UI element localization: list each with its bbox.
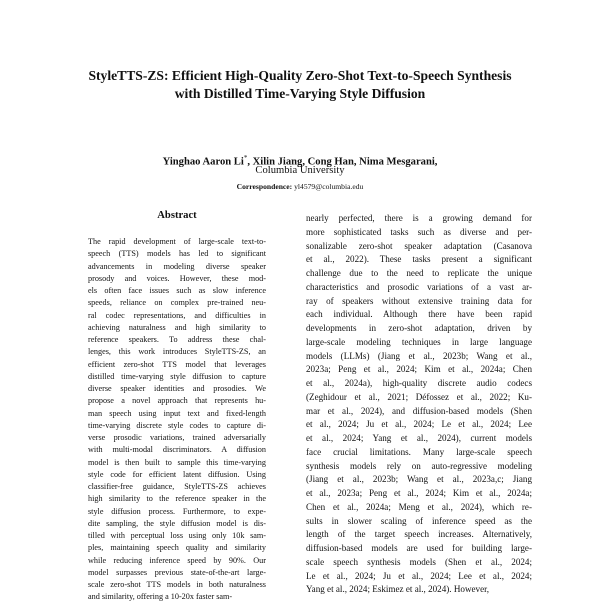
correspondence-email: yl4579@columbia.edu: [294, 182, 364, 191]
abstract-line: els often face issues such as slow inference: [88, 286, 266, 295]
intro-line: scale speech synthesis models (Shen et al., 2024;: [306, 556, 532, 567]
abstract-line: style diffusion process. Furthermore, to expe-: [88, 506, 266, 516]
abstract-line: with multi-modal discriminators. A diffusion: [88, 445, 266, 455]
intro-line: et al., 2023a; Peng et al., 2024; Kim et al., 2024a;: [306, 488, 532, 498]
intro-line: mar et al., 2024), and diffusion-based models (Shen: [306, 405, 532, 416]
first-author: Yinghao Aaron Li: [162, 156, 244, 168]
abstract-line: time-varying discrete style codes to capture di-: [88, 420, 266, 430]
affiliation: Columbia University: [255, 165, 345, 176]
abstract-body: [88, 236, 266, 604]
abstract-line: verse prosodic variations, trained adversarially: [88, 433, 266, 442]
intro-line: sonalizable zero-shot speaker adaptation (Casanova: [306, 240, 532, 251]
intro-line: et al., 2024; Yang et al., 2024), current models: [306, 433, 532, 443]
abstract-line: model surpasses previous state-of-the-art large-: [88, 567, 266, 577]
intro-line: length of the target speech increases. Alternatively,: [306, 529, 532, 540]
abstract-line: speech (TTS) models has led to significant: [88, 249, 266, 259]
title-line-2: with Distilled Time-Varying Style Diffusion: [174, 86, 426, 101]
abstract-line: achieving naturalness and high similarity to: [88, 322, 266, 332]
correspondence: [40, 181, 560, 192]
intro-line: models (LLMs) (Jiang et al., 2023b; Wang et al.,: [306, 350, 532, 361]
author-footnote-mark: *: [243, 154, 248, 162]
abstract-line: ral codec representations, and difficulties in: [88, 310, 266, 320]
intro-line: diffusion-based models are used for building large-: [306, 543, 532, 553]
abstract-line: reference speakers. To address these chal-: [88, 335, 266, 344]
abstract-line: while reducing inference speed by 90%. Our: [88, 555, 266, 565]
abstract-line: dite sampling, the style diffusion model is dis-: [88, 518, 266, 528]
intro-line: et al., 2022). These tasks present a significant: [306, 254, 532, 265]
abstract-line: lenges, this work introduces StyleTTS-ZS, an: [88, 347, 266, 357]
intro-line: (Jiang et al., 2023b; Wang et al., 2023a,c; Jiang: [306, 474, 532, 485]
abstract-line: style code for efficient latent diffusion. Using: [88, 469, 266, 479]
title-line-1: StyleTTS-ZS: Efficient High-Quality Zero-Shot Text-to-Speech Synthesis: [88, 68, 512, 83]
introduction-column: [306, 212, 532, 597]
abstract-line: classifier-free guidance, StyleTTS-ZS achieves: [88, 482, 266, 491]
abstract-line: ples, maintaining speech quality and similarity: [88, 543, 266, 553]
intro-line: ray of speakers without extensive training data for: [306, 295, 532, 306]
other-authors: , Xilin Jiang, Cong Han, Nima Mesgarani,: [247, 156, 438, 168]
intro-line: more sophisticated tasks such as diverse and per-: [306, 226, 532, 237]
abstract-line: model is then built to sample this time-varying: [88, 457, 266, 467]
abstract-line: distilled time-varying style diffusion to capture: [88, 371, 266, 381]
intro-line: challenge due to the need to replicate the unique: [306, 268, 532, 278]
abstract-line: man speech using input text and fixed-length: [88, 408, 266, 418]
abstract-line: advancements in modeling diverse speaker: [88, 261, 266, 271]
abstract-line: scale zero-shot TTS models in both naturalness: [88, 580, 266, 589]
intro-line: developments in zero-shot adaptation, driven by: [306, 323, 532, 333]
abstract-line: prosody and voices. However, these mod-: [88, 273, 266, 283]
abstract-line: diverse speaker identities and prosodies. We: [88, 384, 266, 393]
abstract-line: high similarity to the reference speaker in the: [88, 494, 266, 504]
abstract-heading: Abstract: [157, 210, 197, 221]
abstract-line: speeds, reliance on complex pre-trained neu-: [88, 298, 266, 308]
intro-line: each individual. Although there have been rapid: [306, 309, 532, 320]
abstract-line: The rapid development of large-scale text-to-: [88, 237, 266, 246]
abstract-line: and similarity, offering a 10-20x faster sam-: [88, 592, 233, 602]
intro-line: sults in slower scaling of inference speed as the: [306, 515, 532, 526]
intro-line: Le et al., 2024; Ju et al., 2024; Lee et al., 2024;: [306, 570, 532, 581]
abstract-line: tilled with perceptual loss using only 10k sam-: [88, 531, 266, 540]
intro-line: 2023a; Peng et al., 2024; Kim et al., 2024a; Chen: [306, 364, 532, 375]
intro-line: Chen et al., 2024a; Meng et al., 2024), which re-: [306, 501, 532, 512]
correspondence-label: Correspondence:: [236, 182, 293, 191]
intro-line: nearly perfected, there is a growing demand for: [306, 213, 532, 223]
intro-line: (Zeghidour et al., 2021; Défossez et al., 2022; Ku-: [306, 391, 532, 402]
intro-line: face crucial limitations. Many large-scale speech: [306, 446, 532, 457]
abstract-line: propose a novel approach that represents hu-: [88, 396, 266, 406]
intro-line: et al., 2024; Ju et al., 2024; Le et al., 2024; Lee: [306, 419, 532, 430]
intro-line: characteristics and prosodic variations of a vast ar-: [306, 281, 532, 292]
paper-title: [40, 67, 560, 103]
intro-line: synthesis models rely on auto-regressive modeling: [306, 460, 532, 471]
intro-line: Yang et al., 2024; Eskimez et al., 2024). However,: [306, 584, 490, 595]
intro-line: et al., 2024a), high-quality discrete audio codecs: [306, 378, 532, 388]
abstract-line: efficient zero-shot TTS model that leverages: [88, 359, 266, 369]
intro-line: large-scale modeling techniques in large language: [306, 336, 532, 347]
